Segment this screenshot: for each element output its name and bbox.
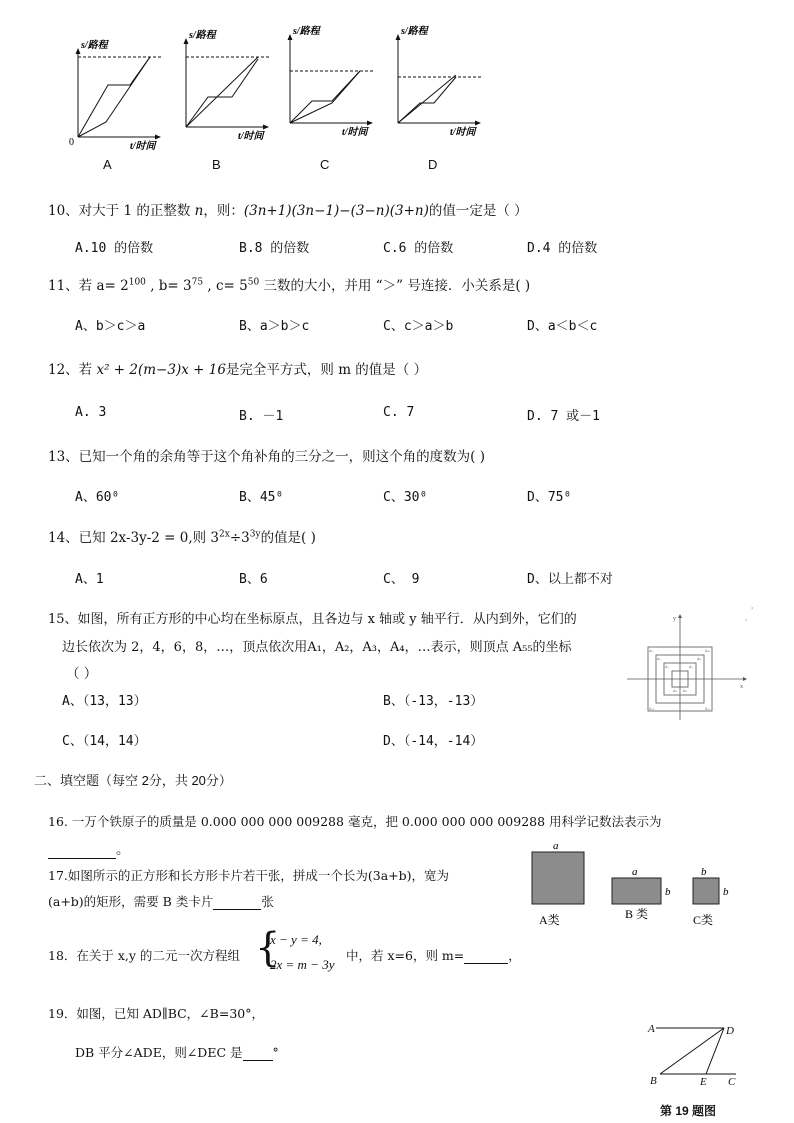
q15-option-d: D、（-14，-14） (383, 734, 484, 749)
q17-card-a-side-label: a (553, 840, 559, 852)
q17-answer-blank[interactable] (213, 894, 261, 910)
q17-card-c-top-label: b (701, 866, 707, 878)
q17-stem-line1: 17.如图所示的正方形和长方形卡片若干张，拼成一个长为(3a+b)，宽为 (48, 868, 450, 883)
svg-text:A₁₁: A₁₁ (705, 707, 711, 711)
q18-stem-pre: 18．在关于 x,y 的二元一次方程组 (48, 948, 240, 963)
svg-text:A₂: A₂ (689, 665, 693, 669)
q11-stem: 11、若 $a= 2^{100}$ , $b= 3^{75}$ , $c= 5^{50}$ 三数的大小，并用 “＞” 号连接．小关系是( ) (48, 277, 531, 294)
q17-class-b-label: B 类 (625, 907, 649, 921)
q10-stem: 10、对大于 1 的正整数 n，则：(3n+1)(3n−1)−(3−n)(3+n)的值一定是（ ） (48, 203, 528, 219)
svg-text:A₉: A₉ (649, 649, 653, 653)
q16-stem: 16. 一万个铁原子的质量是 0.000 000 000 009288 毫克，把 0.000 000 000 009288 用科学记数法表示为 (48, 814, 662, 829)
q18-brace: { (255, 925, 281, 971)
q15-option-c: C、（14，14） (62, 734, 147, 749)
q13-option-c: C、30⁰ (383, 490, 428, 505)
q16-answer-blank[interactable] (48, 842, 116, 859)
q13-option-b: B、45⁰ (239, 490, 284, 505)
q15-option-a: A、（13，13） (62, 694, 147, 709)
q9-graph-b (184, 29, 272, 142)
q13-stem: 13、已知一个角的余角等于这个角补角的三分之一，则这个角的度数为( ) (48, 449, 486, 465)
q16-answer-line: 。 (48, 838, 130, 859)
q19-answer-blank[interactable] (243, 1045, 273, 1061)
q9-label-a: A (103, 157, 112, 172)
q9-xlabel: t/时间 (238, 131, 264, 142)
q9-ylabel: s/路程 (401, 26, 428, 37)
q9-graph-c (288, 25, 376, 138)
q17-class-c-label: C类 (693, 913, 714, 927)
q17-card-c-side-label: b (723, 886, 729, 898)
q15-squares-figure (625, 612, 750, 722)
q14-stem: 14、已知 2x-3y-2 = 0,则 $3^{2x}\div 3^{3y}$的值是( ) (48, 529, 316, 546)
q9-xlabel: t/时间 (130, 141, 156, 152)
q17-cards-figure (525, 838, 765, 930)
q15-stem-line1: 15、如图，所有正方形的中心均在坐标原点，且各边与 x 轴或 y 轴平行．从内到外，它们的 (48, 612, 577, 627)
q19-stem-line2: DB 平分∠ADE，则∠DEC 是 ° (75, 1045, 279, 1060)
q19-point-e: E (700, 1076, 707, 1088)
q10-option-c: C.6 的倍数 (383, 241, 454, 256)
q15-x-axis-label: x (740, 684, 743, 690)
q19-geometry-figure (642, 1018, 752, 1090)
q11-option-a: A、b＞c＞a (75, 319, 146, 334)
q15-option-b: B、（-13，-13） (383, 694, 484, 709)
q12-option-d: D. 7 或－1 (527, 409, 600, 424)
svg-text:A₄: A₄ (673, 689, 677, 693)
q9-graph-d (396, 25, 484, 138)
q9-graph-a (69, 39, 163, 152)
q9-ylabel: s/路程 (293, 26, 320, 37)
q19-point-c: C (728, 1076, 736, 1088)
q11-option-b: B、a＞b＞c (239, 319, 310, 334)
q10-option-b: B.8 的倍数 (239, 241, 310, 256)
q13-option-a: A、60⁰ (75, 490, 120, 505)
q19-point-d: D (726, 1025, 734, 1037)
svg-text:A₅: A₅ (657, 657, 661, 661)
q18-equation-2: 2x = m − 3y (270, 957, 335, 972)
q12-option-b: B. －1 (239, 409, 284, 424)
q17-stem-line2: (a+b)的矩形，需要 B 类卡片 张 (48, 894, 274, 909)
q17-class-a-label: A类 (539, 913, 560, 927)
q15-stem-line2: 边长依次为 2，4，6，8，…，顶点依次用A₁，A₂，A₃，A₄，…表示，则顶点 A₅₅的坐标 (62, 640, 572, 655)
q17-card-b-side-label: b (665, 886, 671, 898)
svg-text:A₁₀: A₁₀ (705, 649, 711, 653)
q12-option-a: A. 3 (75, 405, 107, 420)
q14-option-a: A、1 (75, 572, 104, 587)
q12-stem: 12、若 x² + 2(m−3)x + 16是完全平方式，则 m 的值是（ ） (48, 362, 428, 378)
q18-answer-blank[interactable] (464, 948, 508, 964)
q19-point-b: B (650, 1075, 657, 1087)
q9-origin: 0 (69, 137, 74, 148)
q14-option-b: B、6 (239, 572, 268, 587)
q14-option-c: C、 9 (383, 572, 420, 587)
svg-text:A₃: A₃ (683, 689, 687, 693)
q10-option-d: D.4 的倍数 (527, 241, 598, 256)
q18-equation-1: x − y = 4, (270, 932, 322, 947)
section-2-title: 二、填空题（每空 2分，共 20分） (34, 773, 232, 788)
svg-text:A₁: A₁ (665, 665, 669, 669)
q11-option-d: D、a＜b＜c (527, 319, 598, 334)
q12-option-c: C. 7 (383, 405, 415, 420)
q15-y-axis-label: y (673, 616, 676, 622)
q9-ylabel: s/路程 (81, 40, 108, 51)
q19-stem-line1: 19．如图，已知 AD∥BC，∠B=30°， (48, 1006, 264, 1021)
svg-text:A₆: A₆ (697, 657, 701, 661)
q18-stem-post: 中，若 x=6，则 m= ， (346, 948, 521, 963)
q15-fig-tick-mark: ' (751, 606, 754, 615)
q9-figures-svg (60, 26, 500, 175)
q19-figure-caption: 第 19 题图 (660, 1104, 717, 1118)
q11-option-c: C、c＞a＞b (383, 319, 454, 334)
q15-stem-line3: （ ） (66, 666, 98, 682)
q9-label-c: C (320, 157, 330, 172)
svg-text:A₁₂: A₁₂ (649, 707, 655, 711)
q19-point-a: A (648, 1023, 655, 1035)
q9-label-d: D (428, 157, 438, 172)
q15-fig-tick-mark-2: ' (745, 618, 748, 627)
q13-option-d: D、75⁰ (527, 490, 572, 505)
q9-xlabel: t/时间 (450, 127, 476, 138)
q17-card-b-top-label: a (632, 866, 638, 878)
q9-ylabel: s/路程 (189, 30, 216, 41)
q9-figure-group (60, 26, 500, 175)
q9-xlabel: t/时间 (342, 127, 368, 138)
q10-option-a: A.10 的倍数 (75, 241, 154, 256)
q9-label-b: B (212, 157, 221, 172)
q14-option-d: D、以上都不对 (527, 572, 613, 587)
